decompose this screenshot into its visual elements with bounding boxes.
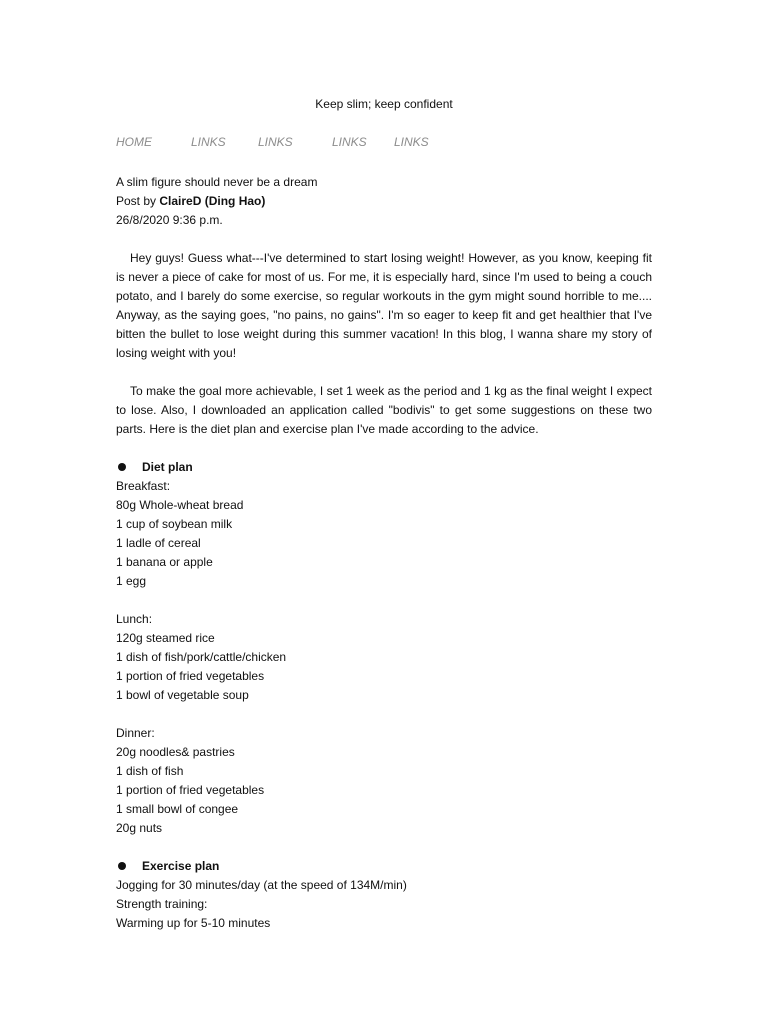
breakfast-item: 1 egg — [116, 574, 147, 588]
post-date: 26/8/2020 9:36 p.m. — [116, 213, 223, 227]
diet-plan-heading-text: Diet plan — [142, 460, 193, 474]
dinner-item: 1 small bowl of congee — [116, 802, 239, 816]
breakfast-item: 1 cup of soybean milk — [116, 517, 233, 531]
nav-link-4[interactable]: LINKS — [394, 135, 429, 149]
dinner-label: Dinner: — [116, 726, 155, 740]
breakfast-label: Breakfast: — [116, 479, 171, 493]
dinner-item: 20g nuts — [116, 821, 163, 835]
lunch-item: 1 portion of fried vegetables — [116, 669, 265, 683]
diet-plan-heading — [116, 458, 652, 477]
breakfast-item: 1 banana or apple — [116, 555, 213, 569]
post-paragraph-2: To make the goal more achievable, I set 1 week as the period and 1 kg as the final weight I expect to lose. Also, I downloaded an application called "bodivis" to get some suggestions on these two parts. Here is the diet plan and exercise plan I've made according to the advice. — [116, 384, 652, 436]
dinner-item: 1 dish of fish — [116, 764, 184, 778]
exercise-line: Warming up for 5-10 minutes — [116, 916, 271, 930]
bullet-icon — [118, 862, 126, 870]
dinner-item: 1 portion of fried vegetables — [116, 783, 265, 797]
exercise-line: Jogging for 30 minutes/day (at the speed of 134M/min) — [116, 878, 407, 892]
nav-link-1[interactable]: LINKS — [191, 135, 226, 149]
byline-prefix: Post by — [116, 194, 160, 208]
nav-bar — [116, 135, 652, 154]
post-byline — [116, 192, 652, 211]
site-title: Keep slim; keep confident — [315, 97, 453, 111]
exercise-plan-heading-text: Exercise plan — [142, 859, 220, 873]
post-title: A slim figure should never be a dream — [116, 175, 318, 189]
lunch-item: 120g steamed rice — [116, 631, 215, 645]
exercise-line: Strength training: — [116, 897, 208, 911]
post-paragraph-1: Hey guys! Guess what---I've determined to start losing weight! However, as you know, keeping fit is never a piece of cake for most of us. For me, it is especially hard, since I'm used to being a couch potato, and I barely do some exercise, so regular workouts in the gym might sound horrible to me.... Anyway, as the saying goes, "no pains, no gains". I'm so eager to keep fit and get healthier that I've bitten the bullet to lose weight during this summer vacation! In this blog, I wanna share my story of losing weight with you! — [116, 251, 652, 360]
blog-page — [116, 97, 652, 933]
nav-link-2[interactable]: LINKS — [258, 135, 293, 149]
lunch-item: 1 dish of fish/pork/cattle/chicken — [116, 650, 287, 664]
dinner-item: 20g noodles& pastries — [116, 745, 235, 759]
lunch-label: Lunch: — [116, 612, 153, 626]
lunch-item: 1 bowl of vegetable soup — [116, 688, 249, 702]
breakfast-item: 1 ladle of cereal — [116, 536, 201, 550]
exercise-plan-heading — [116, 857, 652, 876]
post-author: ClaireD (Ding Hao) — [159, 194, 266, 208]
breakfast-item: 80g Whole-wheat bread — [116, 498, 244, 512]
nav-home-link[interactable]: HOME — [116, 135, 152, 149]
nav-link-3[interactable]: LINKS — [332, 135, 367, 149]
bullet-icon — [118, 463, 126, 471]
